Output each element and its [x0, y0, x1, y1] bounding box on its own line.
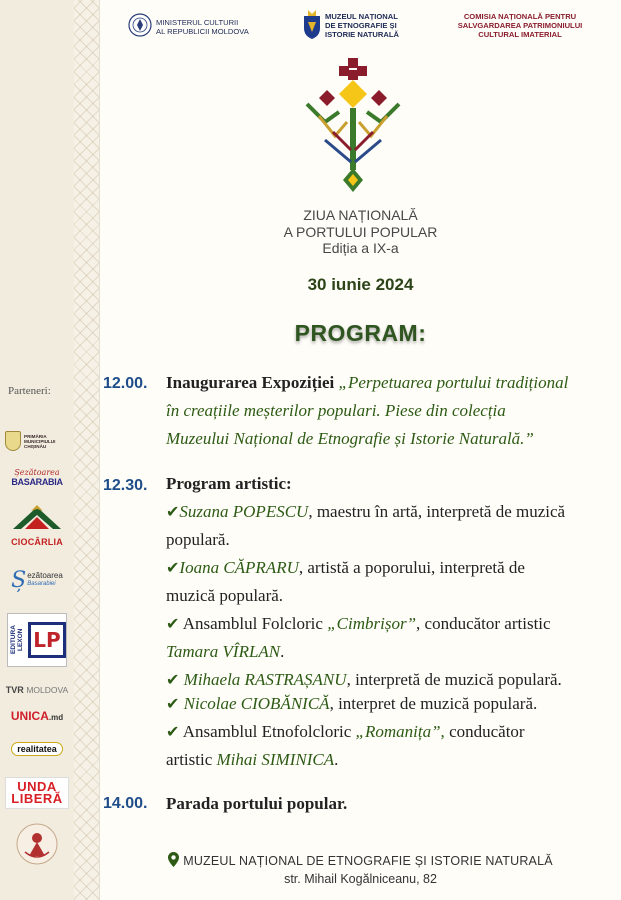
partner-primaria-logo: PRIMĂRIA MUNICIPIULUI CHIȘINĂU: [5, 428, 69, 454]
event-edition: Ediția a IX-a: [322, 240, 399, 256]
program-time: 12.30.: [103, 477, 148, 494]
round-seal-icon: [15, 822, 59, 866]
checkmark-icon: ✔: [166, 558, 180, 577]
checkmark-icon: ✔: [166, 670, 180, 689]
heritage-commission-logo: COMISIA NAȚIONALĂ PENTRU SALVGARDAREA PATRIMONIULUI CULTURAL IMATERIAL: [457, 12, 583, 39]
program-time: 14.00.: [103, 795, 148, 812]
event-title-line1: ZIUA NAȚIONALĂ: [303, 207, 418, 223]
bird-icon: [9, 503, 65, 537]
location-pin-icon: [168, 852, 179, 867]
partners-label: Parteneri:: [8, 385, 51, 397]
performer-item: ✔ Nicolae CIOBĂNICĂ, interpret de muzică populară.: [166, 694, 538, 713]
performer-item: ✔Suzana POPESCU, maestru în artă, interpretă de muzică: [166, 502, 566, 521]
performer-item: ✔ Ansamblul Folcloric „Cimbrișor”, conducător artistic: [166, 614, 551, 633]
performer-item: ✔Ioana CĂPRARU, artistă a poporului, interpretă de: [166, 558, 525, 577]
performer-item: ✔ Mihaela RASTRAȘANU, interpretă de muzică populară.: [166, 670, 562, 689]
partner-ciocarlia-logo: CIOCÂRLIA: [5, 500, 69, 550]
partner-editura-lexon-logo: EDITURA LEXON LP: [5, 612, 69, 668]
decorative-pattern-strip: [74, 0, 100, 900]
checkmark-icon: ✔: [166, 694, 180, 713]
partner-sezatoarea-basarabiei-logo: Ș ezătoarea Basarabiei: [11, 567, 63, 593]
partner-tvr-moldova-logo: TVR MOLDOVA: [5, 685, 69, 695]
partner-unica-logo: UNICA.md: [10, 709, 64, 723]
program-time: 12.00.: [103, 375, 148, 392]
ministry-seal-icon: [128, 12, 152, 38]
partner-realitatea-logo: realitatea: [5, 740, 69, 758]
event-date: 30 iunie 2024: [307, 275, 414, 294]
partner-round-emblem: [5, 820, 69, 868]
checkmark-icon: ✔: [166, 722, 180, 741]
event-title-line2: A PORTULUI POPULAR: [283, 224, 438, 240]
folk-tree-emblem: [303, 56, 403, 196]
partner-sezatoarea-basarabia-logo: Șezătoarea BASARABIA: [11, 468, 63, 487]
checkmark-icon: ✔: [166, 614, 180, 633]
museum-shield-icon: [302, 10, 322, 40]
checkmark-icon: ✔: [166, 502, 180, 521]
coat-of-arms-icon: [5, 431, 21, 451]
performer-item: ✔ Ansamblul Etnofolcloric „Romanița”, conducător: [166, 722, 525, 741]
venue-address: str. Mihail Kogălniceanu, 82: [284, 872, 437, 886]
program-heading: PROGRAM:: [294, 320, 427, 346]
partner-unda-libera-logo: UNDA LIBERĂ: [5, 776, 69, 810]
venue-name: MUZEUL NAȚIONAL DE ETNOGRAFIE ȘI ISTORIE NATURALĂ: [100, 852, 621, 868]
